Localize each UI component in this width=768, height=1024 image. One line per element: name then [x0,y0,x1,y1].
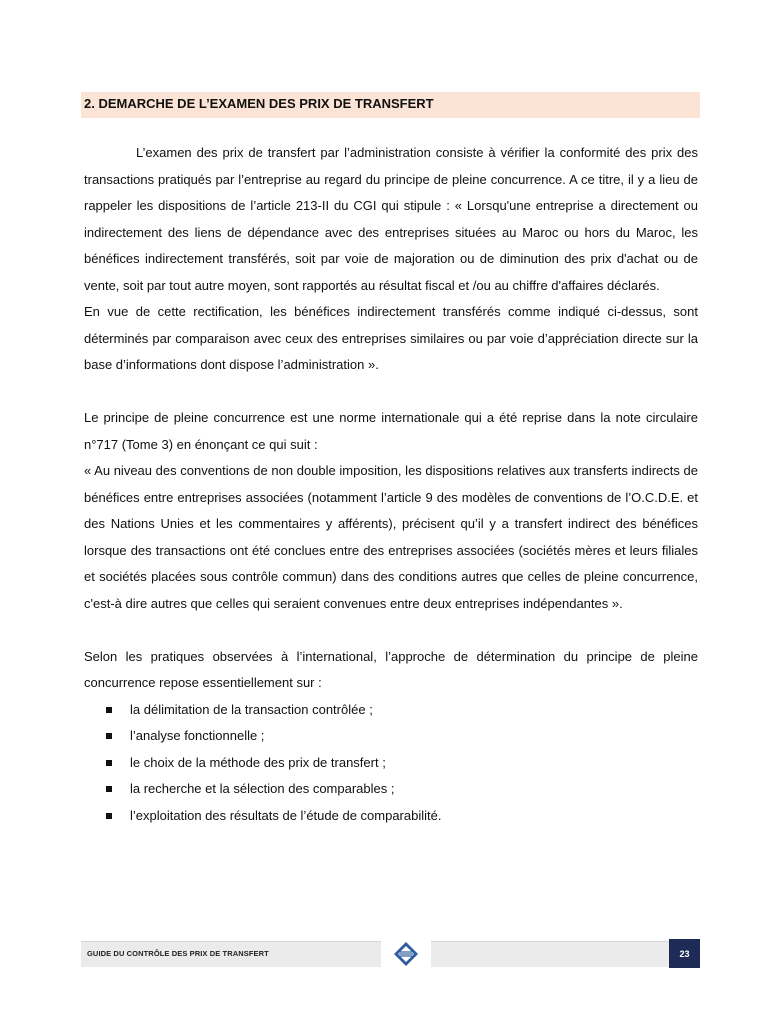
list-item-text: l’exploitation des résultats de l’étude de comparabilité. [130,807,442,823]
paragraph-conventions-quote: « Au niveau des conventions de non double imposition, les dispositions relatives aux transferts indirects de bénéfices entre entreprises associées (notamment l’article 9 des modèles de conventions de l’O.C.D.E. et des Nations Unies et les commentaires y afférents), précisent qu’il y a transfert indirect des bénéfices lorsque des transactions ont été conclues entre des entreprises associées (sociétés mères et leurs filiales et sociétés placées sous contrôle commun) dans des conditions autres que celles de pleine concurrence, c'est-à dire autres que celles qui seraient convenues entre deux entreprises indépendantes ». [84,463,698,611]
square-bullet-icon [106,786,112,792]
document-body [84,140,698,829]
paragraph-rectification: En vue de cette rectification, les bénéfices indirectement transférés comme indiqué ci-dessus, sont déterminés par comparaison avec ceux des entreprises similaires ou par voie d’appréciation directe sur la base d’informations dont dispose l’administration ». [84,304,698,372]
page-number: 23 [669,939,700,968]
paragraph-spacer [84,379,698,406]
list-item [84,776,698,803]
list-item-text: la recherche et la sélection des comparables ; [130,781,395,796]
list-item [84,697,698,724]
footer-title: GUIDE DU CONTRÔLE DES PRIX DE TRANSFERT [87,949,269,958]
page-footer [81,941,700,967]
square-bullet-icon [106,813,112,819]
square-bullet-icon [106,760,112,766]
paragraph-approach: Selon les pratiques observées à l’international, l’approche de détermination du principe de pleine concurrence repose essentiellement sur : [84,648,698,690]
paragraph-spacer [84,617,698,644]
paragraph-principle: Le principe de pleine concurrence est une norme internationale qui a été reprise dans la note circulaire n°717 (Tome 3) en énonçant ce qui suit : [84,410,698,452]
list-item [84,723,698,750]
list-item-text: la délimitation de la transaction contrôlée ; [130,701,373,717]
square-bullet-icon [106,707,112,713]
approach-list [84,697,698,830]
list-item [84,803,698,830]
section-heading: 2. DEMARCHE DE L’EXAMEN DES PRIX DE TRANSFERT [81,92,700,118]
list-item [84,750,698,777]
paragraph-intro: L’examen des prix de transfert par l’administration consiste à vérifier la conformité des prix des transactions pratiqués par l’entreprise au regard du principe de pleine concurrence. A ce titre, il y a lieu de rappeler les dispositions de l’article 213-II du CGI qui stipule : « Lorsqu'une entreprise a directement ou indirectement des liens de dépendance avec des entreprises situées au Maroc ou hors du Maroc, les bénéfices indirectement transférés, soit par voie de majoration ou de diminution des prix d'achat ou de vente, soit par tout autre moyen, sont rapportés au résultat fiscal et /ou au chiffre d'affaires déclarés. [84,145,698,293]
square-bullet-icon [106,733,112,739]
dgi-logo-icon [381,939,431,968]
list-item-text: l’analyse fonctionnelle ; [130,728,265,743]
list-item-text: le choix de la méthode des prix de transfert ; [130,754,386,770]
